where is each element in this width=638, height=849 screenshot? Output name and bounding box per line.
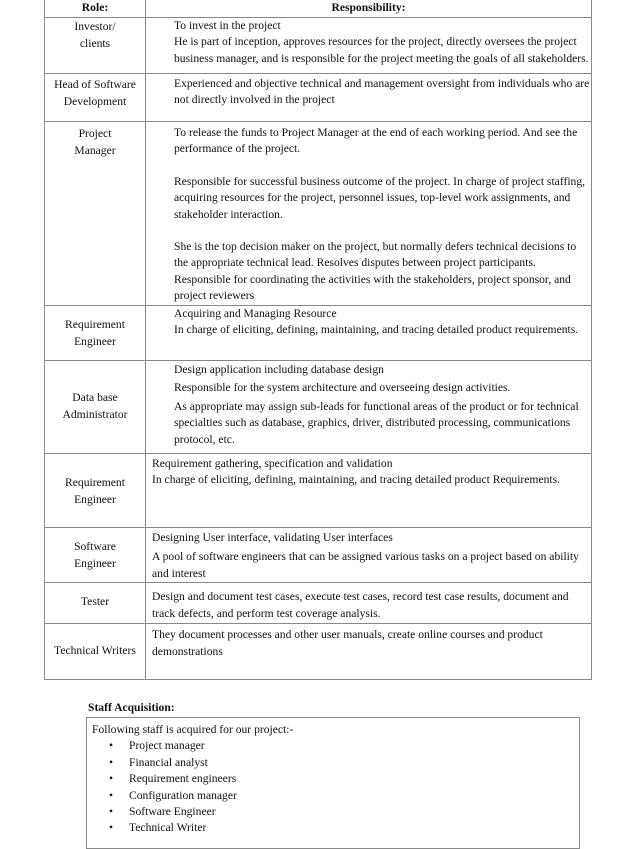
table-row xyxy=(45,361,592,454)
responsibility-text: Design application including database design xyxy=(174,363,384,376)
role-name: Requirement Engineer xyxy=(65,476,125,506)
role-name: Data base Administrator xyxy=(62,391,128,421)
table-row xyxy=(45,454,592,528)
responsibility-text: To invest in the project xyxy=(174,19,281,32)
role-cell xyxy=(45,624,146,680)
table-row xyxy=(45,583,592,624)
responsibility-text: Requirement gathering, specification and validation xyxy=(152,457,393,470)
responsibility-text: Responsible for the system architecture and overseeing design activities. xyxy=(174,381,511,395)
responsibility-cell xyxy=(146,454,592,528)
table-row xyxy=(45,74,592,122)
responsibility-text: As appropriate may assign sub-leads for functional areas of the product or for technical specialties such as database, graphics, driver, distributed processing, communications protocol, etc. xyxy=(174,399,579,446)
staff-acquisition-heading: Staff Acquisition: xyxy=(88,701,175,714)
responsibility-text: Acquiring and Managing Resource xyxy=(174,307,337,320)
roles-table xyxy=(44,0,592,680)
list-item: • Financial analyst xyxy=(129,755,579,771)
role-cell xyxy=(45,454,146,528)
role-name: Requirement Engineer xyxy=(65,318,125,348)
list-item: • Configuration manager xyxy=(129,788,579,804)
role-cell xyxy=(45,361,146,454)
responsibility-cell xyxy=(146,624,592,680)
responsibility-cell xyxy=(146,74,592,122)
table-row xyxy=(45,528,592,583)
staff-acquisition-box xyxy=(86,717,580,849)
list-item: • Project manager xyxy=(129,738,579,754)
responsibility-text: She is the top decision maker on the project, but normally defers technical decisions to the appropriate technical lead. Resolves disputes between project participants. Responsible for coordinating the activities with the stakeholders, project sponsor, and project reviewers xyxy=(174,240,577,303)
table-row xyxy=(45,306,592,361)
responsibility-cell xyxy=(146,18,592,74)
staff-list xyxy=(87,738,579,836)
role-cell xyxy=(45,306,146,361)
role-cell xyxy=(45,583,146,624)
responsibility-text: In charge of eliciting, defining, maintaining, and tracing detailed product requirements. xyxy=(174,323,579,337)
responsibility-text: To release the funds to Project Manager at the end of each working period. And see the performance of the project. xyxy=(174,126,578,156)
responsibility-text: A pool of software engineers that can be assigned various tasks on a project based on ability and interest xyxy=(152,550,579,580)
responsibility-cell xyxy=(146,306,592,361)
table-header-row xyxy=(45,0,592,18)
role-name: Head of Software Development xyxy=(54,78,136,108)
list-item: • Technical Writer xyxy=(129,820,579,836)
responsibility-text: They document processes and other user manuals, create online courses and product demonstrations xyxy=(152,628,543,658)
role-header: Role: xyxy=(45,0,146,18)
responsibility-cell xyxy=(146,583,592,624)
responsibility-text: Design and document test cases, execute test cases, record test case results, document and track defects, and perform test coverage analysis. xyxy=(152,590,569,621)
responsibility-header: Responsibility: xyxy=(146,0,592,18)
responsibility-text: Responsible for successful business outcome of the project. In charge of project staffing, acquiring resources for the project, personnel issues, top-level work assignments, and stakeholder interaction. xyxy=(174,174,586,221)
role-cell xyxy=(45,18,146,74)
responsibility-text: In charge of eliciting, defining, maintaining, and tracing detailed product Requirements. xyxy=(152,473,561,487)
role-name: Investor/ clients xyxy=(74,20,116,50)
table-row xyxy=(45,18,592,74)
staff-intro: Following staff is acquired for our project:- xyxy=(92,723,294,736)
roles-body xyxy=(45,18,592,680)
responsibility-text: He is part of inception, approves resources for the project, directly oversees the project business manager, and is responsible for the project meeting the goals of all stakeholders. xyxy=(174,35,589,65)
responsibility-cell xyxy=(146,361,592,454)
role-cell xyxy=(45,528,146,583)
table-row xyxy=(45,122,592,306)
list-item: • Software Engineer xyxy=(129,804,579,820)
role-name: Software Engineer xyxy=(74,540,116,570)
role-name: Tester xyxy=(80,595,110,609)
responsibility-cell xyxy=(146,122,592,306)
responsibility-cell xyxy=(146,528,592,583)
spacer xyxy=(174,223,591,239)
list-item: • Requirement engineers xyxy=(129,771,579,787)
table-row xyxy=(45,624,592,680)
responsibility-text: Experienced and objective technical and management oversight from individuals who are not directly involved in the project xyxy=(174,77,590,107)
responsibility-text: Designing User interface, validating User interfaces xyxy=(152,531,393,544)
role-cell xyxy=(45,122,146,306)
role-name: Technical Writers xyxy=(54,644,136,658)
spacer xyxy=(174,158,591,174)
role-name: Project Manager xyxy=(74,127,116,157)
role-cell xyxy=(45,74,146,122)
